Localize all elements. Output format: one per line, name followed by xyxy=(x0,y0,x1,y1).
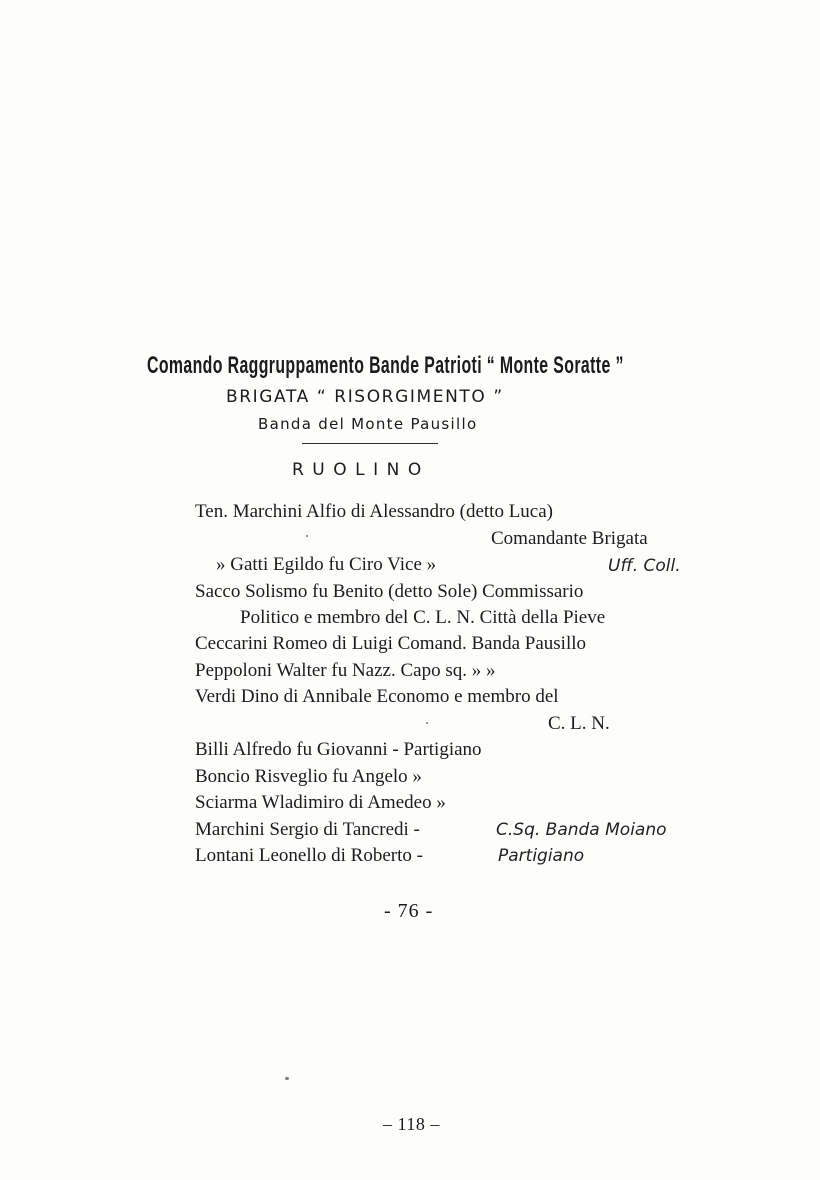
roster-line: Lontani Leonello di Roberto - xyxy=(195,845,423,866)
ruolino-title: RUOLINO xyxy=(292,460,430,480)
paper-speck xyxy=(306,535,308,537)
roster-line: Sciarma Wladimiro di Amedeo » xyxy=(195,792,446,813)
paper-speck xyxy=(426,722,428,724)
handwritten-annotation: C.Sq. Banda Moiano xyxy=(496,820,667,840)
handwritten-annotation: Uff. Coll. xyxy=(608,556,681,576)
roster-line: Comandante Brigata xyxy=(491,528,648,549)
roster-line: Peppoloni Walter fu Nazz. Capo sq. » » xyxy=(195,660,496,681)
roster-line: Ceccarini Romeo di Luigi Comand. Banda Pausillo xyxy=(195,633,587,654)
command-heading: Comando Raggruppamento Bande Patrioti “ Monte Soratte ” xyxy=(147,352,624,379)
roster-line: Sacco Solismo fu Benito (detto Sole) Commissario xyxy=(195,581,584,602)
book-page-number: – 118 – xyxy=(383,1114,440,1134)
handwritten-annotation: Partigiano xyxy=(498,846,585,866)
original-page-number: - 76 - xyxy=(384,900,434,922)
brigade-heading: BRIGATA “ RISORGIMENTO ” xyxy=(226,387,504,407)
roster-line: » Gatti Egildo fu Ciro Vice » xyxy=(216,554,437,575)
roster-line: C. L. N. xyxy=(548,713,610,734)
roster-line: Verdi Dino di Annibale Economo e membro del xyxy=(195,686,559,707)
heading-divider xyxy=(302,443,438,444)
roster-line: Politico e membro del C. L. N. Città della Pieve xyxy=(240,607,606,628)
roster-line: Marchini Sergio di Tancredi - xyxy=(195,819,420,840)
roster-line: Ten. Marchini Alfio di Alessandro (detto Luca) xyxy=(195,501,553,522)
band-heading: Banda del Monte Pausillo xyxy=(258,415,478,433)
roster-line: Boncio Risveglio fu Angelo » xyxy=(195,766,422,787)
roster-line: Billi Alfredo fu Giovanni - Partigiano xyxy=(195,739,482,760)
paper-speck xyxy=(285,1077,289,1080)
